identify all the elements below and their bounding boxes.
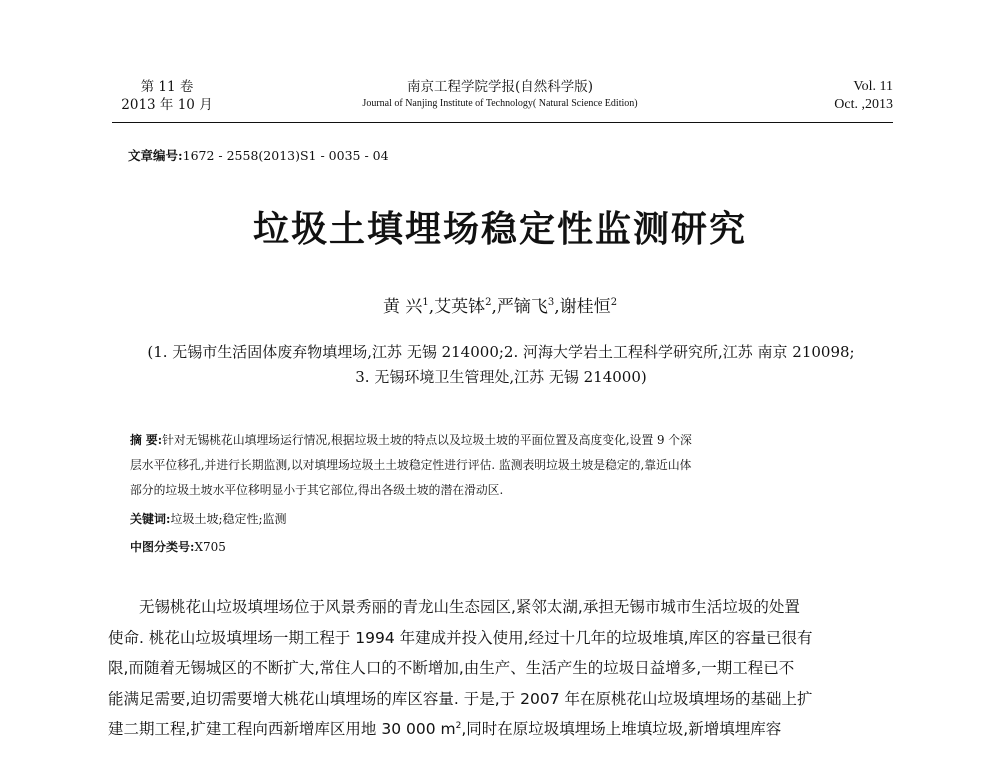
classification-label: 中图分类号: — [130, 540, 195, 554]
header-left — [112, 78, 222, 114]
author-affil-mark: 1 — [422, 297, 429, 308]
header-rule — [112, 122, 893, 123]
classification — [130, 538, 226, 555]
abstract-line — [130, 428, 880, 453]
keywords — [130, 510, 287, 527]
body-line: 能满足需要,迫切需要增大桃花山填埋场的库区容量. 于是,于 2007 年在原桃花山垃圾填埋场的基础上扩 — [108, 689, 813, 708]
author-affil-mark: 3 — [547, 297, 555, 308]
abstract-line: 层水平位移孔,并进行长期监测,以对填埋场垃圾土土坡稳定性进行评估. 监测表明垃圾土坡是稳定的,靠近山体 — [130, 458, 692, 472]
affiliation-line: 3. 无锡环境卫生管理处,江苏 无锡 214000) — [355, 368, 647, 386]
body-text-segment: 建二期工程,扩建工程向西新增库区用地 30 000 m — [108, 720, 456, 738]
volume-en: Vol. 11 — [853, 79, 893, 94]
date-en: Oct. ,2013 — [834, 97, 893, 112]
unit-exponent: 2 — [455, 721, 462, 731]
classification-value: X705 — [194, 540, 226, 554]
author-name: 黄 兴 — [382, 297, 423, 317]
journal-name-en: Journal of Nanjing Institute of Technology( Natural Science Edition) — [362, 98, 638, 109]
affiliation-line: (1. 无锡市生活固体废弃物填埋场,江苏 无锡 214000;2. 河海大学岩土工程科学研究所,江苏 南京 210098; — [147, 343, 855, 361]
author-name: 艾英钵 — [434, 297, 486, 317]
body-text-segment: ,同时在原垃圾填埋场上堆填垃圾,新增填埋库容 — [461, 720, 782, 738]
body-line — [108, 714, 903, 745]
author-name: 严镝飞 — [496, 297, 548, 317]
abstract — [130, 428, 880, 503]
author-affil-mark: 2 — [485, 297, 492, 308]
author-affil-mark: 2 — [610, 297, 618, 308]
paper-title: 垃圾土填埋场稳定性监测研究 — [252, 209, 747, 250]
body-line: 限,而随着无锡城区的不断扩大,常住人口的不断增加,由生产、生活产生的垃圾日益增多,一期工程已不 — [108, 659, 795, 677]
author-name: 谢桂恒 — [559, 297, 611, 317]
body-line: 无锡桃花山垃圾填埋场位于风景秀丽的青龙山生态园区,紧邻太湖,承担无锡市城市生活垃圾的处置 — [139, 598, 800, 616]
body-text — [108, 592, 903, 745]
affiliations — [95, 340, 907, 390]
article-number-value: 1672 - 2558(2013)S1 - 0035 - 04 — [182, 148, 389, 163]
volume-cn: 第 11 卷 — [140, 79, 194, 95]
journal-name-cn: 南京工程学院学报(自然科学版) — [406, 79, 594, 95]
keywords-label: 关键词: — [130, 512, 171, 526]
abstract-label: 摘 要: — [130, 433, 163, 447]
body-line: 使命. 桃花山垃圾填埋场一期工程于 1994 年建成并投入使用,经过十几年的垃圾堆填,库区的容量已很有 — [108, 628, 813, 647]
article-number — [128, 146, 389, 164]
abstract-line: 部分的垃圾土坡水平位移明显小于其它部位,得出各级土坡的潜在滑动区. — [130, 483, 504, 497]
keywords-value: 垃圾土坡;稳定性;监测 — [170, 512, 287, 526]
author-list: 黄 兴$^1$,艾英钵$^2$,严镝飞$^3$,谢桂恒$^2$ — [382, 297, 618, 317]
header-center — [300, 78, 700, 112]
abstract-text: 针对无锡桃花山填埋场运行情况,根据垃圾土坡的特点以及垃圾土坡的平面位置及高度变化,设置 9 个深 — [162, 433, 692, 447]
article-number-label: 文章编号: — [128, 148, 183, 163]
header-right — [800, 78, 893, 114]
date-cn: 2013 年 10 月 — [121, 97, 213, 113]
